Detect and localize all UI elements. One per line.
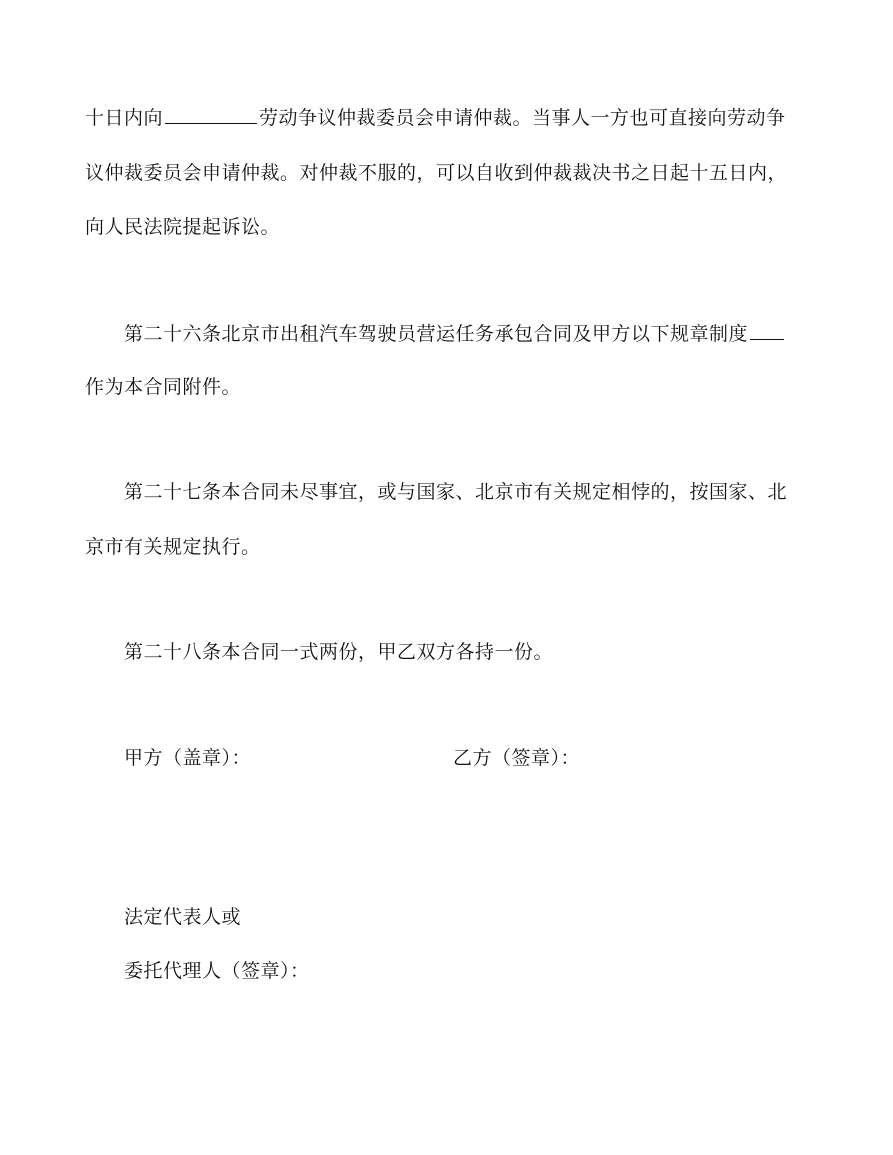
article-27-line-1: 第二十七条本合同未尽事宜，或与国家、北京市有关规定相悖的，按国家、北 [124,481,788,503]
authorized-agent-label: 委托代理人（签章）： [124,960,310,982]
arbitration-line-1-start: 十日内向 [85,107,164,129]
article-26-text: 第二十六条北京市出租汽车驾驶员营运任务承包合同及甲方以下规章制度 [124,323,749,345]
party-a-signature-label: 甲方（盖章）： [124,747,252,769]
arbitration-line-3: 向人民法院提起诉讼。 [85,216,281,238]
article-26-line-1 [124,319,786,346]
article-28-line-1: 第二十八条本合同一式两份，甲乙双方各持一份。 [124,641,554,663]
article-26-line-2: 作为本合同附件。 [85,376,242,398]
arbitration-line-1-end: 劳动争议仲裁委员会申请仲裁。当事人一方也可直接向劳动争 [259,107,786,129]
article-27-line-2: 京市有关规定执行。 [85,536,261,558]
arbitration-line-2: 议仲裁委员会申请仲裁。对仲裁不服的，可以自收到仲裁裁决书之日起十五日内， [85,162,788,184]
legal-representative-label: 法定代表人或 [124,906,242,928]
fill-in-blank-rules [750,338,784,340]
fill-in-blank-arbitration-committee [165,122,257,124]
party-b-signature-label: 乙方（签章）： [453,747,581,769]
arbitration-line-1 [85,103,786,130]
